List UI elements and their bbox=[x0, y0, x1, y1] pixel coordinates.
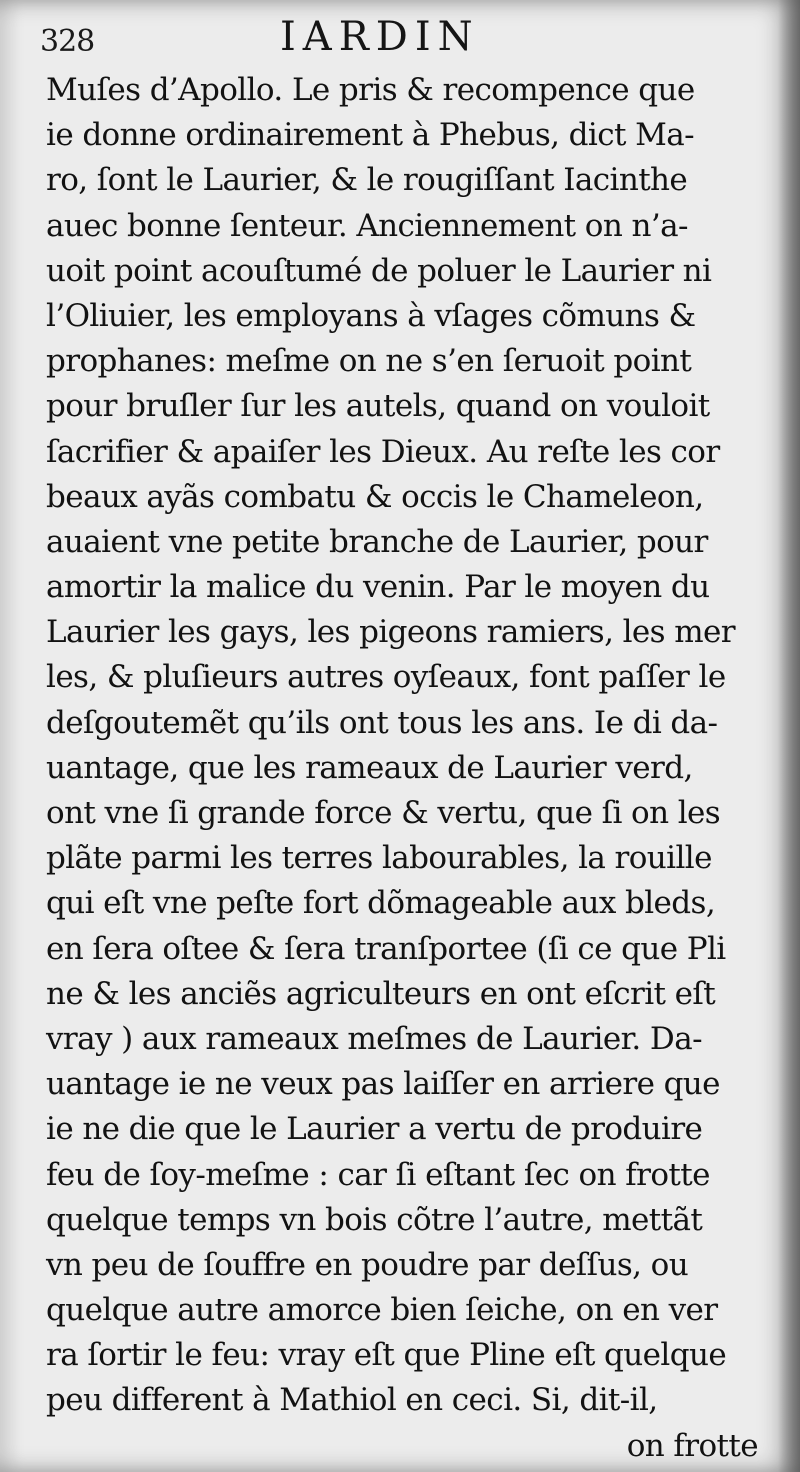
text-line: peu different à Mathiol en ceci. Si, dit-il, bbox=[46, 1382, 658, 1419]
text-line: vray ) aux rameaux meſmes de Laurier. Da- bbox=[46, 1020, 702, 1057]
page-number: 328 bbox=[40, 24, 95, 59]
text-line: pour bruſler ſur les autels, quand on vouloit bbox=[46, 388, 710, 425]
text-line: ſacrifier & apaiſer les Dieux. Au reſte les cor bbox=[46, 433, 720, 470]
text-line: vn peu de ſouffre en poudre par deſſus, ou bbox=[46, 1246, 689, 1283]
text-line: ne & les anciẽs agriculteurs en ont eſcrit eſt bbox=[46, 975, 716, 1012]
text-line: plãte parmi les terres labourables, la rouille bbox=[46, 840, 712, 877]
text-line: auaient vne petite branche de Laurier, pour bbox=[46, 523, 708, 560]
text-line: ro, ſont le Laurier, & le rougiſſant Iacinthe bbox=[46, 162, 688, 199]
text-line: Laurier les gays, les pigeons ramiers, les mer bbox=[46, 614, 736, 651]
text-line: qui eſt vne peſte fort dõmageable aux bleds, bbox=[46, 885, 716, 922]
text-line: uoit point acouſtumé de poluer le Laurier ni bbox=[46, 252, 712, 289]
text-line: ie donne ordinairement à Phebus, dict Ma- bbox=[46, 117, 695, 154]
text-line: quelque temps vn bois cõtre l’autre, mettãt bbox=[46, 1201, 703, 1238]
page-header bbox=[40, 14, 740, 64]
text-line: deſgoutemẽt qu’ils ont tous les ans. Ie di da- bbox=[46, 704, 718, 741]
text-line: l’Oliuier, les employans à vſages cõmuns & bbox=[46, 297, 696, 334]
text-body bbox=[46, 68, 766, 1469]
text-line: les, & pluſieurs autres oyſeaux, font paſſer le bbox=[46, 659, 726, 696]
text-line: uantage ie ne veux pas laiſſer en arriere que bbox=[46, 1066, 720, 1103]
text-line: beaux ayãs combatu & occis le Chameleon, bbox=[46, 478, 704, 515]
text-line: auec bonne ſenteur. Anciennement on n’a- bbox=[46, 207, 688, 244]
text-line: ont vne ſi grande force & vertu, que ſi on les bbox=[46, 795, 721, 831]
text-line: Muſes d’Apollo. Le pris & recompence que bbox=[46, 72, 695, 108]
running-title: IARDIN bbox=[280, 14, 480, 60]
text-line: en ſera oſtee & ſera tranſportee (ſi ce que Pli bbox=[46, 930, 726, 967]
text-line: ra ſortir le feu: vray eſt que Pline eſt quelque bbox=[46, 1337, 727, 1374]
text-line: ie ne die que le Laurier a vertu de produire bbox=[46, 1111, 703, 1148]
text-line: uantage, que les rameaux de Laurier verd, bbox=[46, 749, 693, 786]
text-line: feu de ſoy-meſme : car ſi eſtant ſec on frotte bbox=[46, 1156, 710, 1193]
text-line: amortir la malice du venin. Par le moyen du bbox=[46, 569, 710, 606]
catchword: on frotte bbox=[626, 1427, 758, 1464]
text-line: quelque autre amorce bien ſeiche, on en ver bbox=[46, 1292, 718, 1329]
text-line: prophanes: meſme on ne s’en ſeruoit point bbox=[46, 343, 692, 380]
